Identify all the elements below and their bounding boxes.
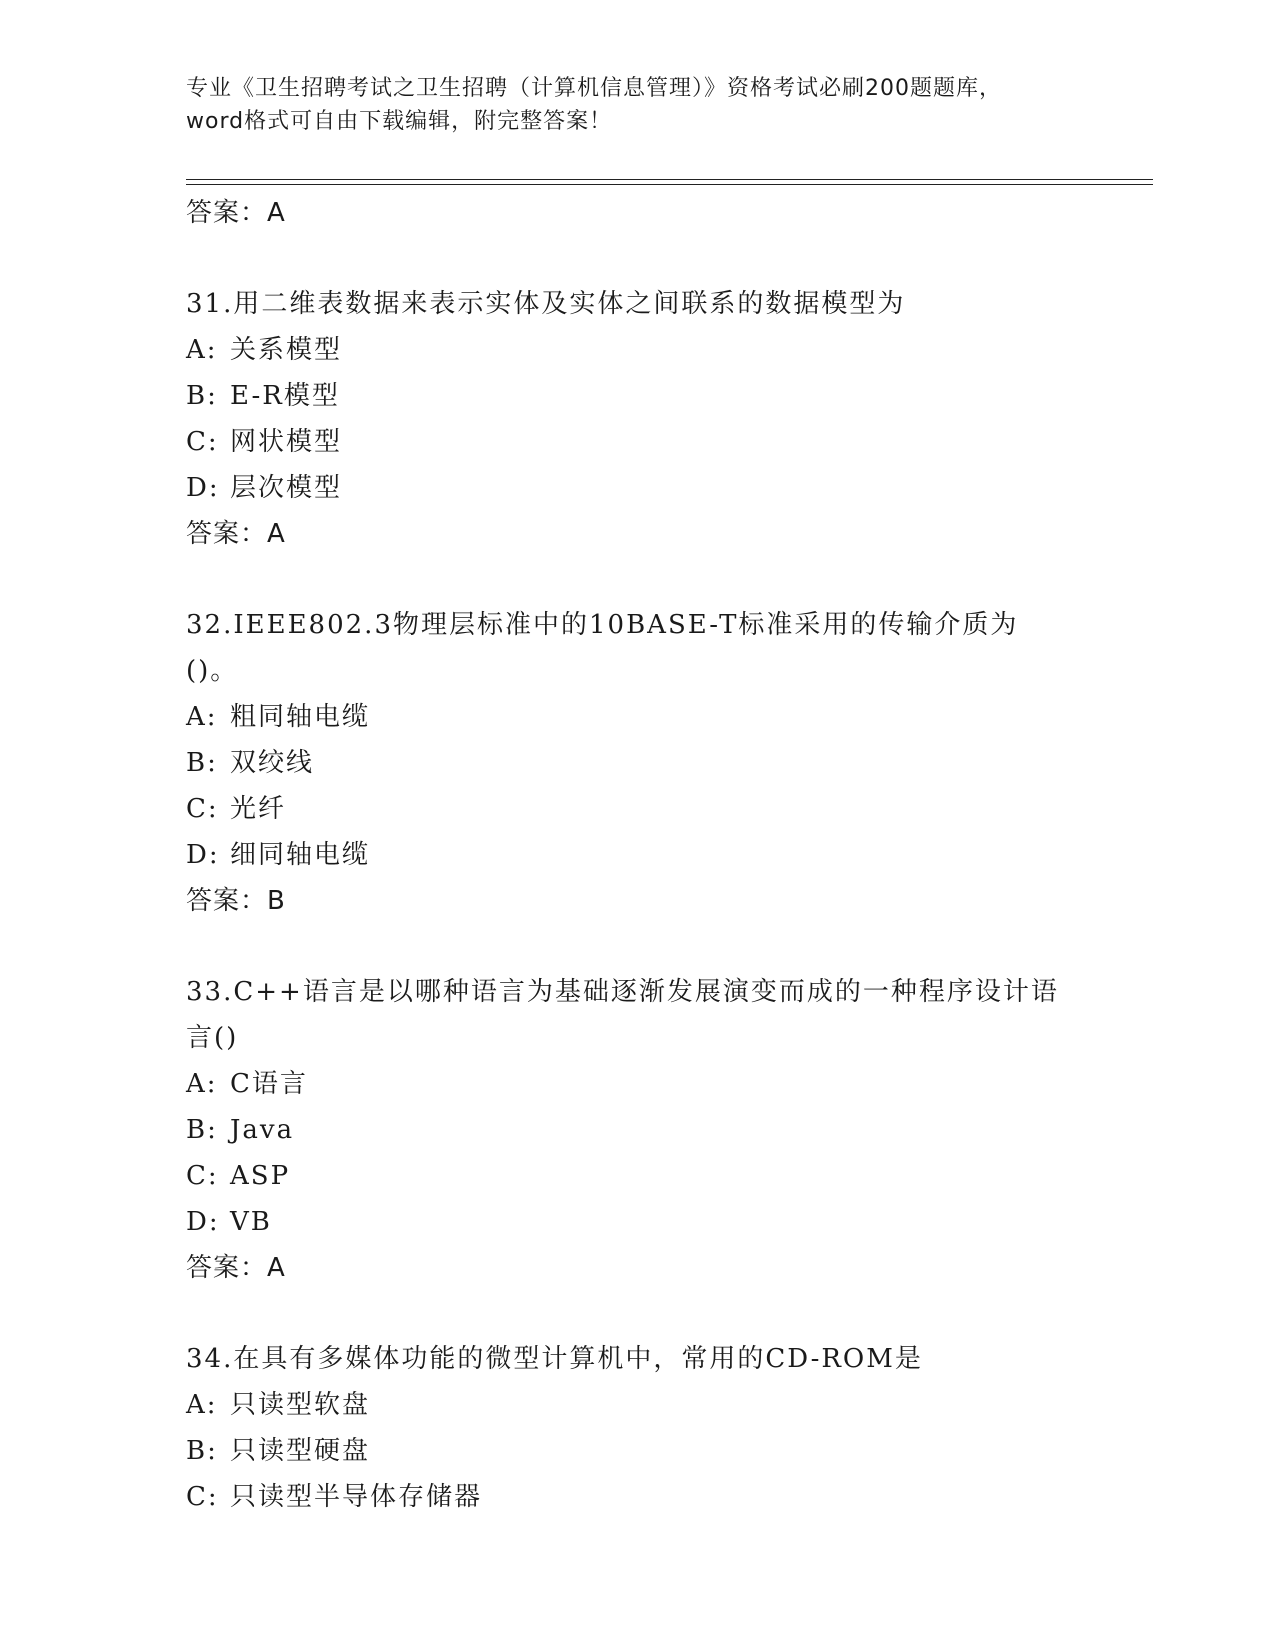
option-c bbox=[186, 786, 1146, 832]
option-text: 网状模型 bbox=[230, 427, 343, 457]
option-letter: B: bbox=[186, 1436, 218, 1466]
header-line-1: 专业《卫生招聘考试之卫生招聘（计算机信息管理）》资格考试必刷200题题库， bbox=[186, 76, 1002, 101]
option-c bbox=[186, 419, 1146, 465]
question-34 bbox=[186, 1336, 1146, 1520]
option-letter: A: bbox=[186, 1069, 218, 1099]
option-text: 细同轴电缆 bbox=[230, 840, 371, 870]
option-c bbox=[186, 1474, 1146, 1520]
option-letter: C: bbox=[186, 427, 219, 457]
option-letter: B: bbox=[186, 1115, 218, 1145]
option-d bbox=[186, 832, 1146, 878]
question-stem: 34.在具有多媒体功能的微型计算机中，常用的CD-ROM是 bbox=[186, 1344, 923, 1374]
option-text: 层次模型 bbox=[230, 473, 343, 503]
option-text: Java bbox=[230, 1115, 295, 1145]
option-b bbox=[186, 373, 1146, 419]
question-stem: 33.C++语言是以哪种语言为基础逐渐发展演变而成的一种程序设计语言() bbox=[186, 977, 1059, 1053]
option-a bbox=[186, 1382, 1146, 1428]
option-letter: A: bbox=[186, 702, 218, 732]
option-b bbox=[186, 740, 1146, 786]
option-a bbox=[186, 1061, 1146, 1107]
option-text: 粗同轴电缆 bbox=[230, 702, 371, 732]
option-b bbox=[186, 1107, 1146, 1153]
question-list bbox=[186, 190, 1146, 1520]
option-text: E-R模型 bbox=[230, 381, 340, 411]
option-text: ASP bbox=[230, 1161, 291, 1191]
header-divider-top bbox=[186, 179, 1153, 180]
header-line-2: word格式可自由下载编辑，附完整答案！ bbox=[186, 109, 613, 134]
option-letter: D: bbox=[186, 840, 220, 870]
option-letter: C: bbox=[186, 1161, 219, 1191]
answer-line: 答案：A bbox=[186, 519, 286, 549]
option-d bbox=[186, 1199, 1146, 1245]
option-letter: B: bbox=[186, 748, 218, 778]
answer-line: 答案：A bbox=[186, 1253, 286, 1283]
option-b bbox=[186, 1428, 1146, 1474]
option-text: VB bbox=[230, 1207, 272, 1237]
question-31 bbox=[186, 281, 1146, 557]
question-stem: 32.IEEE802.3物理层标准中的10BASE-T标准采用的传输介质为()。 bbox=[186, 610, 1019, 686]
option-c bbox=[186, 1153, 1146, 1199]
question-stem: 31.用二维表数据来表示实体及实体之间联系的数据模型为 bbox=[186, 289, 906, 319]
option-letter: A: bbox=[186, 1390, 218, 1420]
question-33 bbox=[186, 969, 1146, 1291]
option-letter: C: bbox=[186, 794, 219, 824]
option-d bbox=[186, 465, 1146, 511]
option-text: 只读型软盘 bbox=[230, 1390, 371, 1420]
option-a bbox=[186, 327, 1146, 373]
option-text: 只读型硬盘 bbox=[230, 1436, 371, 1466]
document-header bbox=[186, 72, 1086, 138]
option-text: 只读型半导体存储器 bbox=[230, 1482, 483, 1512]
option-letter: C: bbox=[186, 1482, 219, 1512]
option-text: 双绞线 bbox=[230, 748, 315, 778]
option-letter: D: bbox=[186, 1207, 220, 1237]
question-32 bbox=[186, 602, 1146, 924]
option-a bbox=[186, 694, 1146, 740]
option-letter: B: bbox=[186, 381, 218, 411]
option-text: C语言 bbox=[230, 1069, 308, 1099]
option-text: 光纤 bbox=[230, 794, 287, 824]
answer-line: 答案：B bbox=[186, 886, 286, 916]
previous-answer: 答案：A bbox=[186, 198, 286, 228]
option-letter: A: bbox=[186, 335, 218, 365]
option-letter: D: bbox=[186, 473, 220, 503]
option-text: 关系模型 bbox=[230, 335, 343, 365]
header-divider-bottom bbox=[186, 184, 1153, 185]
